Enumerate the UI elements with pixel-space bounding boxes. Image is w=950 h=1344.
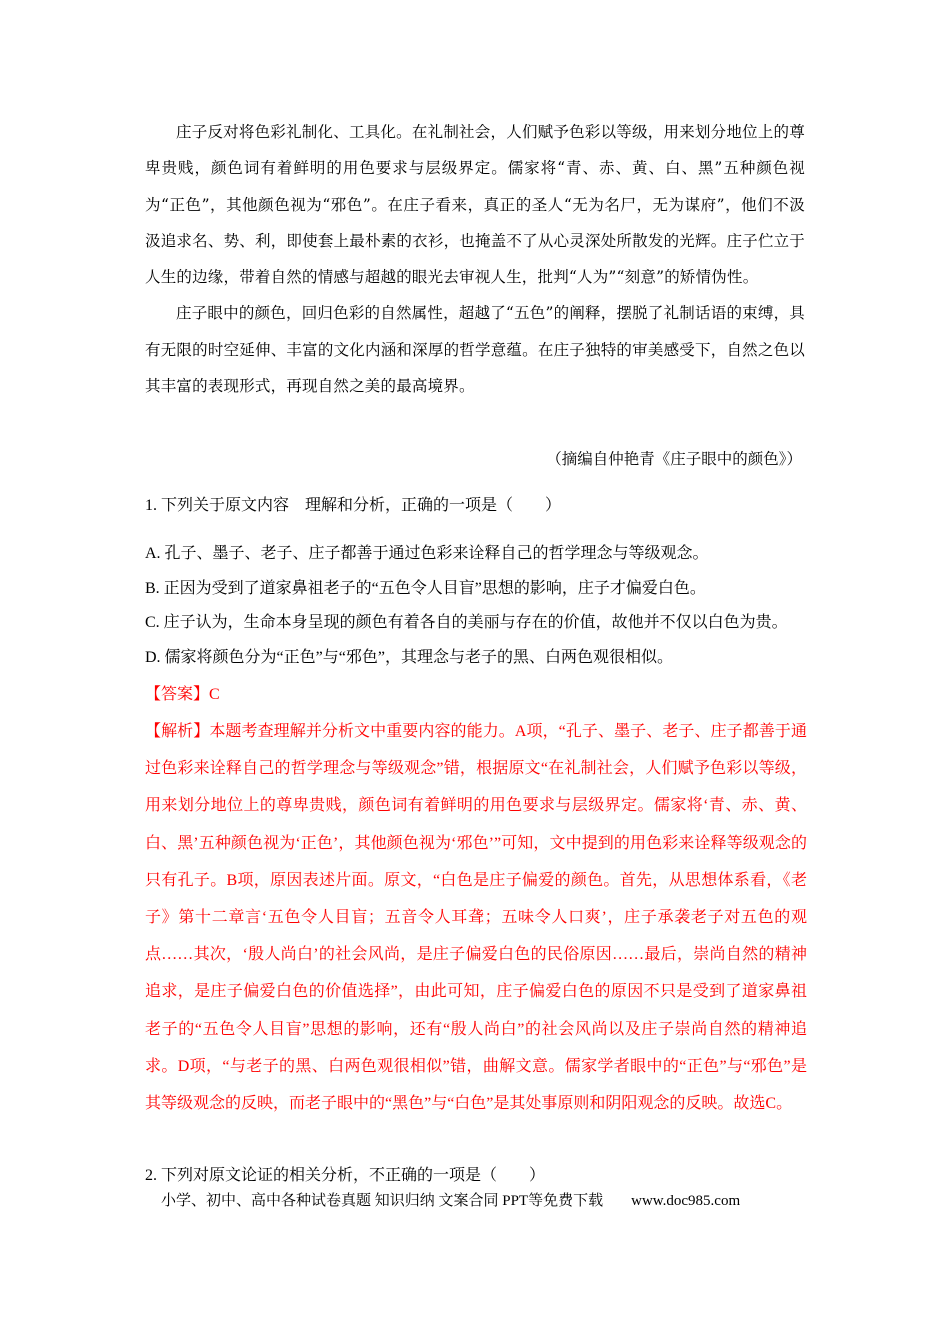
passage-source: （摘编自仲艳青《庄子眼中的颜色》） [546,450,802,468]
page-footer [161,1189,740,1213]
passage-paragraph-2: 庄子眼中的颜色，回归色彩的自然属性，超越了“五色”的阐释，摆脱了礼制话语的束缚，具有无限的时空延伸、丰富的文化内涵和深厚的哲学意蕴。在庄子独特的审美感受下，自然之色以其丰富的表现形式，再现自然之美的最高境界。 [145,304,805,396]
answer-value: C [209,686,220,703]
answer-line [145,681,220,709]
answer-tag: 【答案】 [145,686,210,703]
footer-site-link[interactable]: www.doc985.com [631,1193,741,1209]
option-d: D. 儒家将颜色分为“正色”与“邪色”，其理念与老子的黑、白两色观很相似。 [145,649,673,667]
question-1-options [145,540,825,679]
option-c: C. 庄子认为，生命本身呈现的颜色有着各自的美丽与存在的价值，故他并不仅以白色为贵。 [145,614,788,632]
question-1-stem: 1. 下列关于原文内容 理解和分析，正确的一项是（ ） [145,497,562,514]
option-b: B. 正因为受到了道家鼻祖老子的“五色令人目盲”思想的影响，庄子才偏爱白色。 [145,579,706,597]
footer-text: 小学、初中、高中各种试卷真题 知识归纳 文案合同 PPT等免费下载 [161,1193,604,1209]
question-2-stem: 2. 下列对原文论证的相关分析，不正确的一项是（ ） [145,1167,546,1184]
analysis-block [145,713,807,1122]
analysis-text: 本题考查理解并分析文中重要内容的能力。A项，“孔子、墨子、老子、庄子都善于通过色彩来诠释自己的哲学理念与等级观念”错，根据原文“在礼制社会，人们赋予色彩以等级，用来划分地位上的尊卑贵贱，颜色词有着鲜明的用色要求与层级界定。儒家将‘青、赤、黄、白、黑’五种颜色视为‘正色’，其他颜色视为‘邪色’”可知，文中提到的用色彩来诠释等级观念的只有孔子。B项，原因表述片面。原文，“白色是庄子偏爱的颜色。首先，从思想体系看，《老子》第十二章言‘五色令人目盲；五音令人耳聋；五味令人口爽’，庄子承袭老子对五色的观点……其次，‘殷人尚白’的社会风尚，是庄子偏爱白色的民俗原因……最后，崇尚自然的精神追求，是庄子偏爱白色的价值选择”，由此可知，庄子偏爱白色的原因不只是受到了道家鼻祖老子的“五色令人目盲”思想的影响，还有“殷人尚白”的社会风尚以及庄子崇尚自然的精神追求。D项，“与老子的黑、白两色观很相似”错，曲解文意。儒家学者眼中的“正色”与“邪色”是其等级观念的反映，而老子眼中的“黑色”与“白色”是其处事原则和阴阳观念的反映。故选C。 [145,723,807,1113]
passage-paragraph-1: 庄子反对将色彩礼制化、工具化。在礼制社会，人们赋予色彩以等级，用来划分地位上的尊卑贵贱，颜色词有着鲜明的用色要求与层级界定。儒家将“青、赤、黄、白、黑”五种颜色视为“正色”，其他颜色视为“邪色”。在庄子看来，真正的圣人“无为名尸，无为谋府”，他们不汲汲追求名、势、利，即使套上最朴素的衣衫，也掩盖不了从心灵深处所散发的光辉。庄子伫立于人生的边缘，带着自然的情感与超越的眼光去审视人生，批判“人为”“刻意”的矫情伪性。 [145,123,805,287]
passage [145,114,805,404]
option-a: A. 孔子、墨子、老子、庄子都善于通过色彩来诠释自己的哲学理念与等级观念。 [145,545,709,562]
analysis-tag: 【解析】 [145,723,210,740]
